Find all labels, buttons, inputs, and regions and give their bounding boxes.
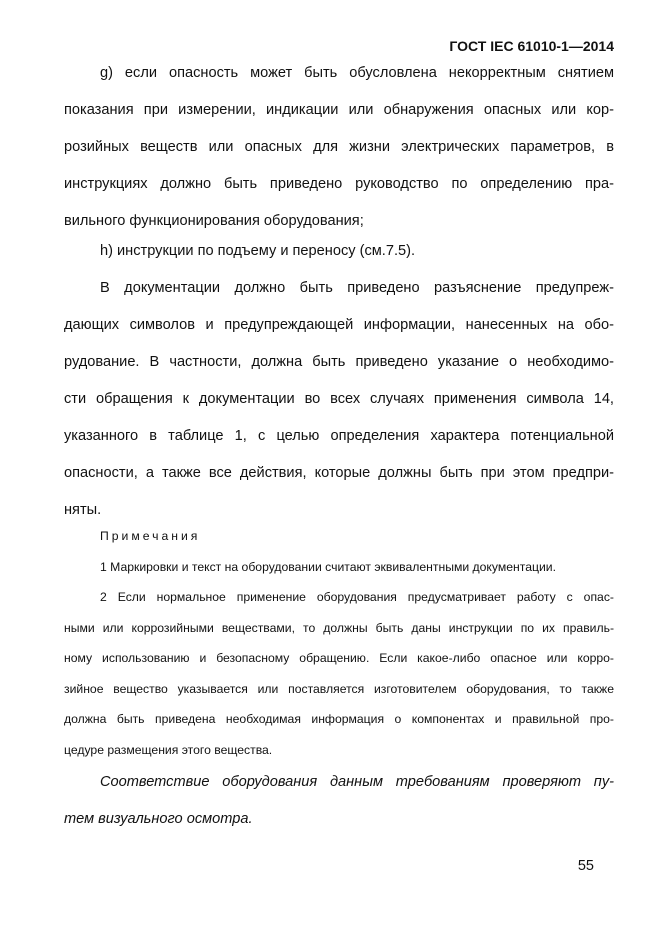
text-line: опасности, а также все действия, которые должны быть при этом предпри- bbox=[64, 465, 614, 481]
text-line: рудование. В частности, должна быть приведено указание о необходимо- bbox=[64, 354, 614, 370]
paragraph-g bbox=[64, 62, 614, 247]
paragraph-h bbox=[64, 240, 614, 277]
text-line: дающих символов и предупреждающей информации, нанесенных на обо- bbox=[64, 317, 614, 333]
note-2-line: должна быть приведена необходимая информация о компонентах и правильной про- bbox=[64, 712, 614, 726]
note-1: 1 Маркировки и текст на оборудовании считают эквивалентными документации. bbox=[100, 559, 556, 574]
note-2-line: ными или коррозийными веществами, то должны быть даны инструкции по их правиль- bbox=[64, 620, 614, 635]
text-line: указанного в таблице 1, с целью определения характера потенциальной bbox=[64, 428, 614, 444]
page-number: 55 bbox=[577, 858, 594, 874]
standard-header: ГОСТ IEC 61010-1—2014 bbox=[449, 38, 614, 54]
paragraph-documentation bbox=[64, 277, 614, 536]
note-2-line: зийное вещество указывается или поставляется изготовителем оборудования, то также bbox=[64, 681, 614, 696]
text-line: инструкциях должно быть приведено руководство по определению пра- bbox=[64, 176, 614, 192]
text-line: сти обращения к документации во всех случаях применения символа 14, bbox=[64, 391, 614, 407]
text-line: вильного функционирования оборудования; bbox=[64, 213, 364, 229]
text-line: h) инструкции по подъему и переносу (см.7.5). bbox=[100, 243, 416, 259]
note-2-line: 2 Если нормальное применение оборудования предусматривает работу с опас- bbox=[100, 590, 614, 604]
text-line: розийных веществ или опасных для жизни электрических параметров, в bbox=[64, 139, 614, 155]
notes-heading: Примечания bbox=[100, 529, 201, 543]
note-2-line: цедуре размещения этого вещества. bbox=[64, 742, 273, 757]
compliance-statement bbox=[64, 771, 614, 845]
text-line: няты. bbox=[64, 502, 102, 518]
text-line: тем визуального осмотра. bbox=[64, 811, 253, 827]
text-line: В документации должно быть приведено разъяснение предупреж- bbox=[100, 280, 614, 296]
text-line: показания при измерении, индикации или обнаружения опасных или кор- bbox=[64, 102, 614, 118]
text-line: Соответствие оборудования данным требованиям проверяют пу- bbox=[100, 774, 614, 790]
note-2-line: ному использованию и безопасному обращению. Если какое-либо опасное или корро- bbox=[64, 651, 614, 665]
notes-block bbox=[64, 527, 614, 771]
text-line: g) если опасность может быть обусловлена некорректным снятием bbox=[100, 65, 614, 81]
